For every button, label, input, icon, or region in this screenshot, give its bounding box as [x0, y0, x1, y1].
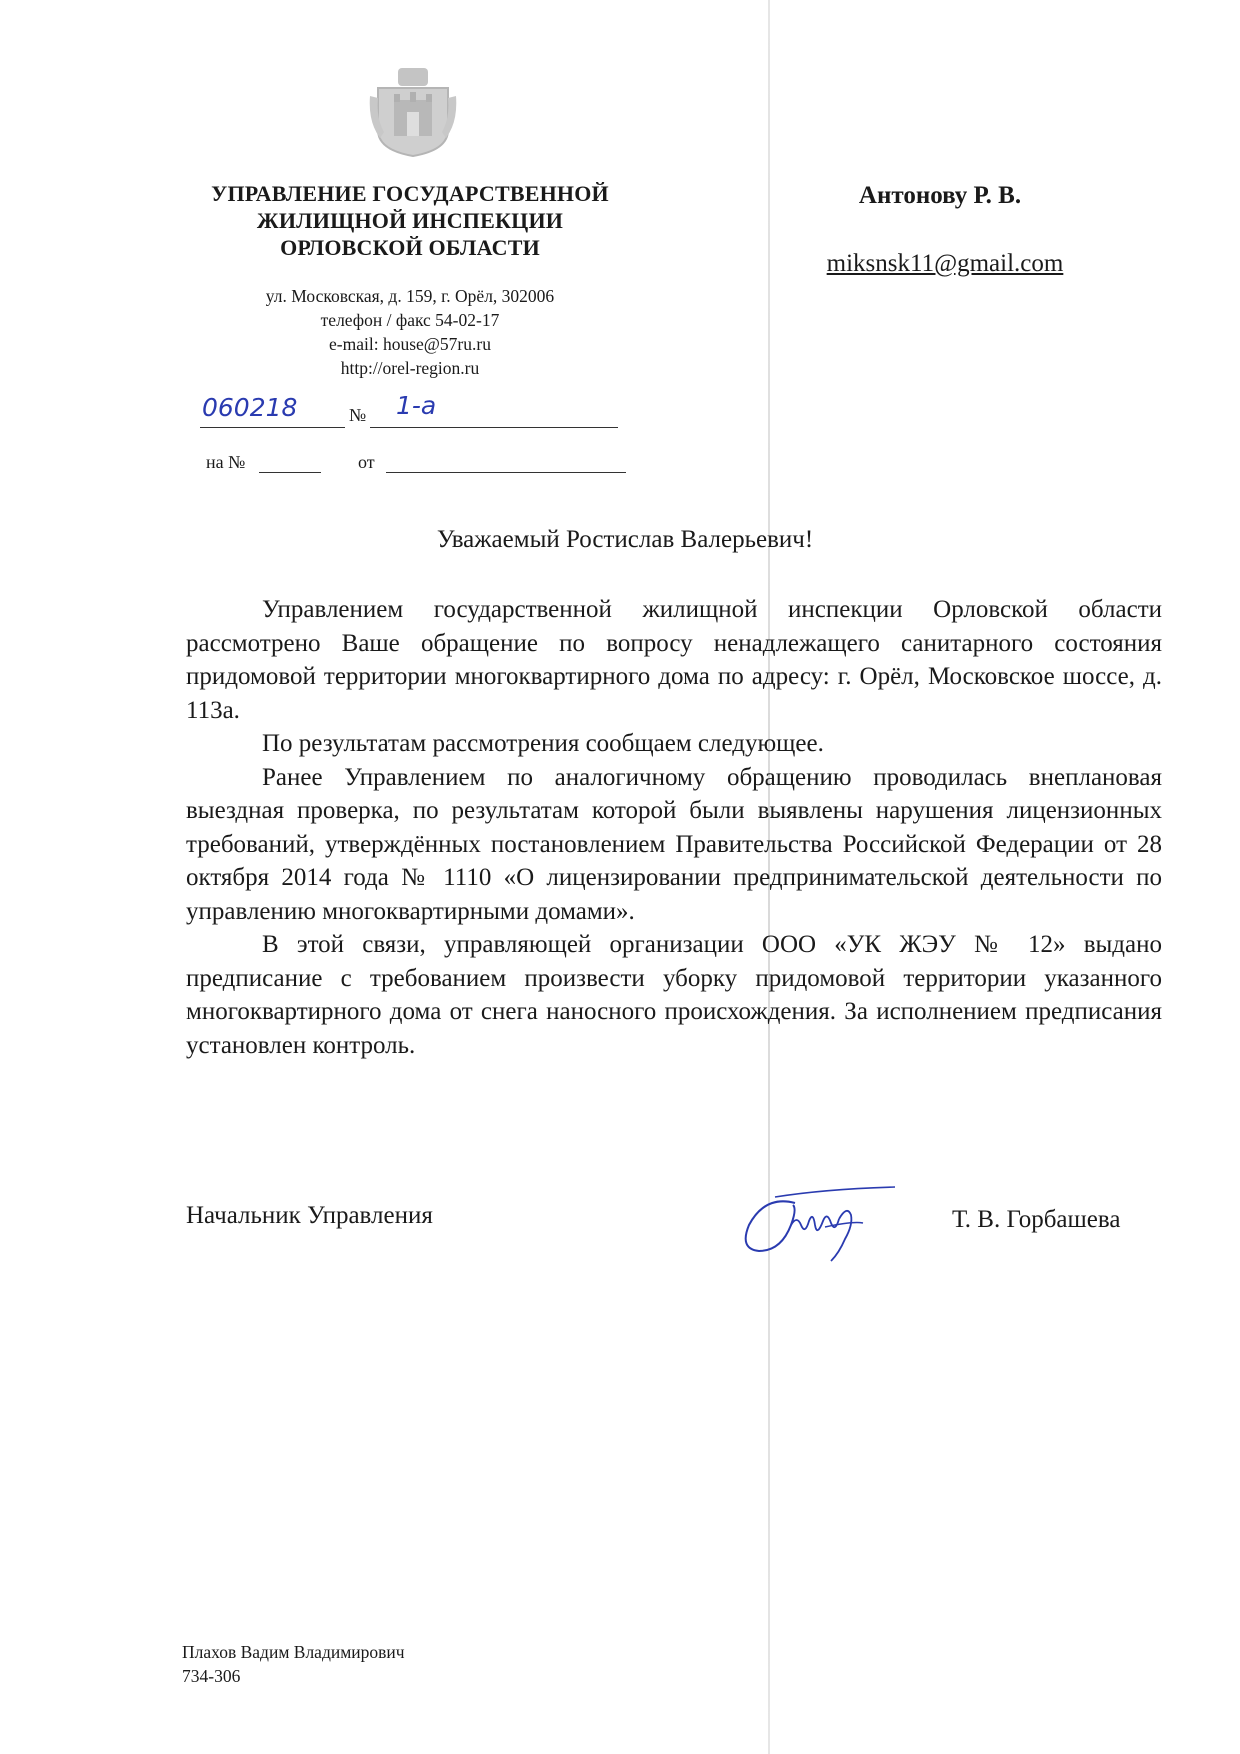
- address-line: ул. Московская, д. 159, г. Орёл, 302006: [265, 286, 555, 306]
- organization-name-line: УПРАВЛЕНИЕ ГОСУДАРСТВЕННОЙ: [211, 181, 609, 206]
- reference-number-underline: [259, 472, 321, 473]
- handwritten-signature-icon: [735, 1175, 895, 1275]
- organization-contacts: [180, 284, 640, 380]
- signatory-title: Начальник Управления: [186, 1202, 433, 1229]
- number-underline: [370, 427, 618, 428]
- website-line: http://orel-region.ru: [340, 358, 480, 378]
- letter-body: [186, 593, 1162, 1062]
- registration-line: [200, 391, 620, 435]
- handwritten-reg-date: 060218: [202, 393, 298, 422]
- signatory-name: Т. В. Горбашева: [952, 1206, 1121, 1233]
- paragraph: Управлением государственной жилищной инспекции Орловской области рассмотрено Ваше обращение по вопросу ненадлежащего санитарного состояния придомовой территории многоквартирного дома по адресу: г. Орёл, Московское шоссе, д. 113а.: [186, 596, 1162, 724]
- handwritten-reg-number: 1-а: [396, 391, 437, 420]
- organization-name: [155, 180, 665, 261]
- number-sign: №: [349, 405, 367, 425]
- paragraph: По результатам рассмотрения сообщаем следующее.: [262, 730, 824, 757]
- coat-of-arms-icon: [368, 66, 458, 158]
- reference-date-label: от: [358, 452, 375, 472]
- salutation: Уважаемый Ростислав Валерьевич!: [436, 526, 814, 553]
- reference-number-label: на №: [206, 452, 246, 472]
- paragraph: Ранее Управлением по аналогичному обращению проводилась внеплановая выездная проверка, по результатам которой были выявлены нарушения лицензионных требований, утверждённых постановлением Правительства Российской Федерации от 28 октября 2014 года № 1110 «О лицензировании предпринимательской деятельности по управлению многоквартирными домами».: [186, 763, 1162, 925]
- email-line: e-mail: house@57ru.ru: [329, 334, 491, 354]
- addressee-name: Антонову Р. В.: [858, 182, 1022, 209]
- phone-fax-line: телефон / факс 54-02-17: [320, 310, 500, 330]
- date-underline: [200, 427, 345, 428]
- organization-name-line: ЖИЛИЩНОЙ ИНСПЕКЦИИ: [256, 208, 564, 233]
- organization-name-line: ОРЛОВСКОЙ ОБЛАСТИ: [280, 235, 540, 260]
- reference-date-underline: [386, 472, 626, 473]
- addressee-email: miksnsk11@gmail.com: [826, 250, 1064, 277]
- paragraph: В этой связи, управляющей организации ООО «УК ЖЭУ № 12» выдано предписание с требованием произвести уборку придомовой территории указанного многоквартирного дома от снега наносного происхождения. За исполнением предписания установлен контроль.: [186, 931, 1162, 1059]
- executor-name: Плахов Вадим Владимирович: [182, 1642, 405, 1662]
- reference-line: [206, 452, 626, 473]
- executor-info: [182, 1640, 405, 1688]
- executor-phone: 734-306: [182, 1666, 241, 1686]
